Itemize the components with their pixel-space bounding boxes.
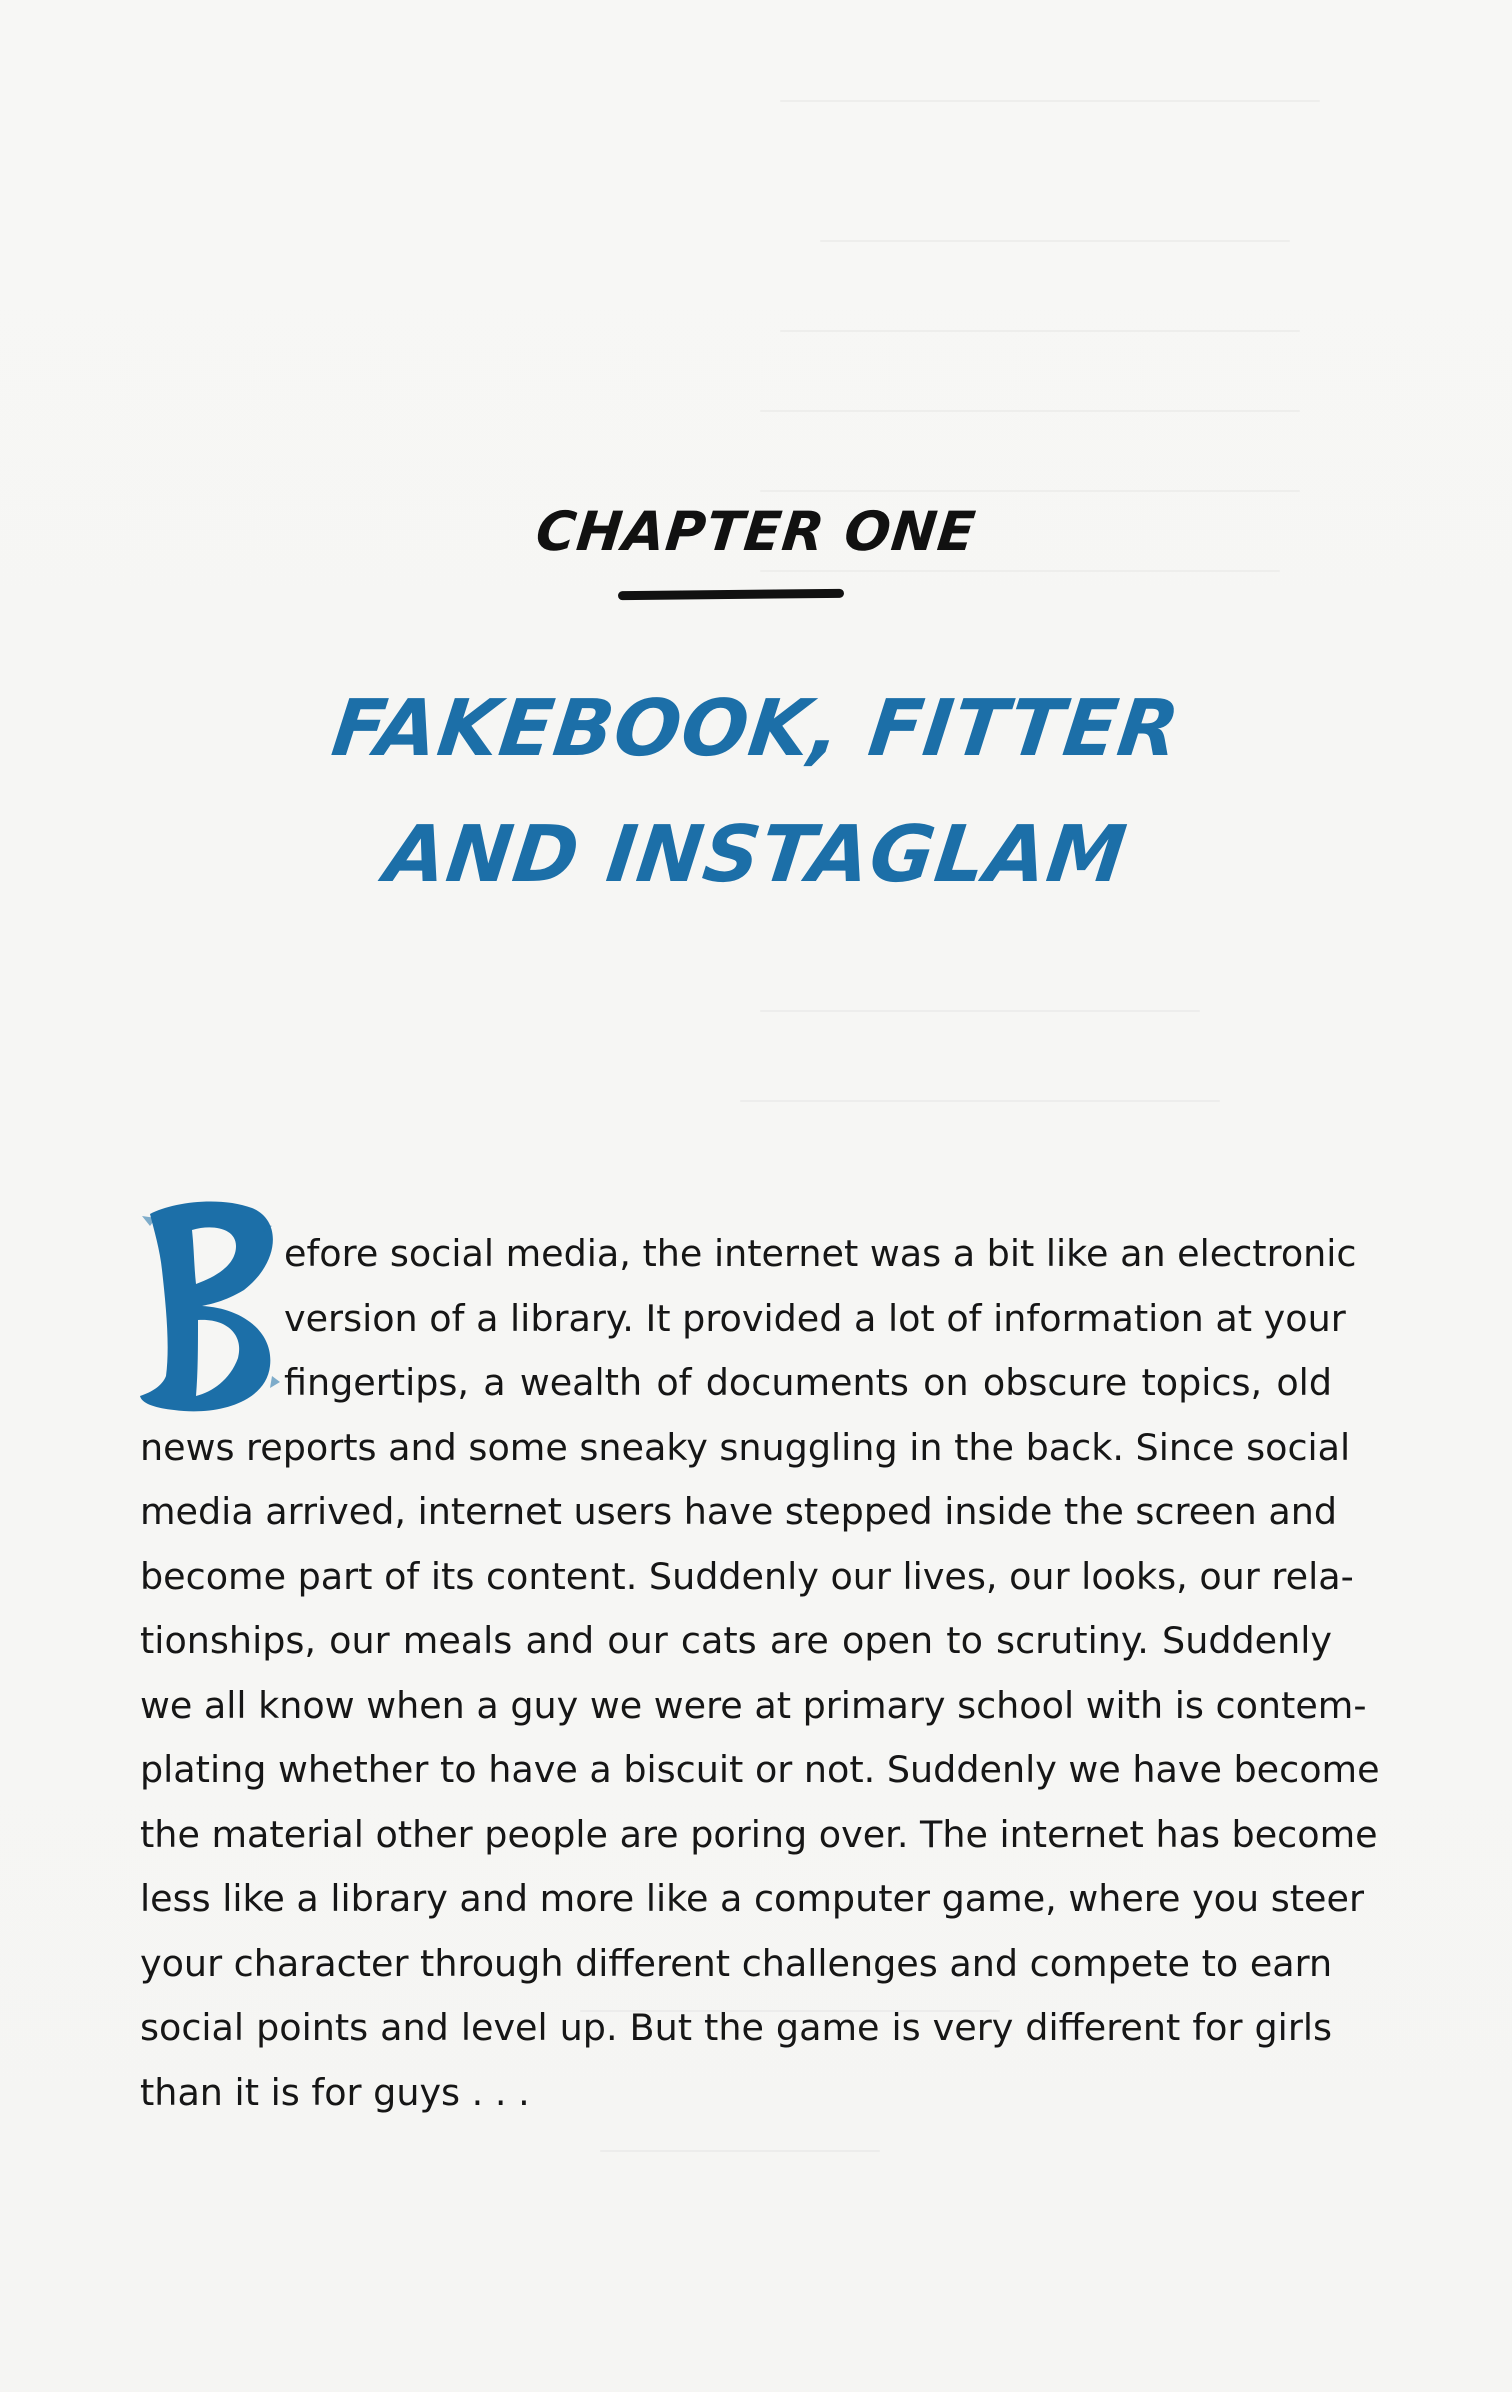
body-line: fingertips, a wealth of documents on obscure topics, old xyxy=(284,1361,1332,1404)
body-line: plating whether to have a biscuit or not. Suddenly we have become xyxy=(140,1748,1380,1791)
chapter-label: CHAPTER ONE xyxy=(533,500,979,563)
body-line: media arrived, internet users have stepped inside the screen and xyxy=(140,1490,1338,1533)
body-line: your character through different challenges and compete to earn xyxy=(140,1941,1333,1985)
chapter-title-line-1: FAKEBOOK, FITTER xyxy=(327,684,1185,774)
show-through-line xyxy=(760,570,1280,572)
body-line: than it is for guys . . . xyxy=(140,2070,530,2114)
body-paragraph xyxy=(140,1222,1380,2122)
chapter-title-line-2: AND INSTAGLAM xyxy=(380,810,1132,900)
body-line: version of a library. It provided a lot of information at your xyxy=(284,1296,1346,1340)
show-through-line xyxy=(760,1010,1200,1012)
show-through-line xyxy=(760,410,1300,412)
body-line: news reports and some sneaky snuggling in the back. Since social xyxy=(140,1425,1351,1469)
show-through-line xyxy=(740,1100,1220,1102)
show-through-line xyxy=(760,490,1300,492)
show-through-line xyxy=(780,100,1320,102)
body-line: less like a library and more like a computer game, where you steer xyxy=(140,1877,1364,1920)
show-through-line xyxy=(600,2150,880,2152)
show-through-line xyxy=(820,240,1290,242)
body-line: tionships, our meals and our cats are open to scrutiny. Suddenly xyxy=(140,1619,1332,1662)
body-line: become part of its content. Suddenly our lives, our looks, our rela- xyxy=(140,1554,1354,1598)
show-through-line xyxy=(780,330,1300,332)
chapter-underline xyxy=(618,589,844,600)
body-line: the material other people are poring over. The internet has become xyxy=(140,1812,1378,1856)
body-line: we all know when a guy we were at primary school with is contem- xyxy=(140,1683,1367,1727)
body-line: social points and level up. But the game is very different for girls xyxy=(140,2006,1332,2049)
body-line: efore social media, the internet was a bit like an electronic xyxy=(284,1232,1357,1275)
